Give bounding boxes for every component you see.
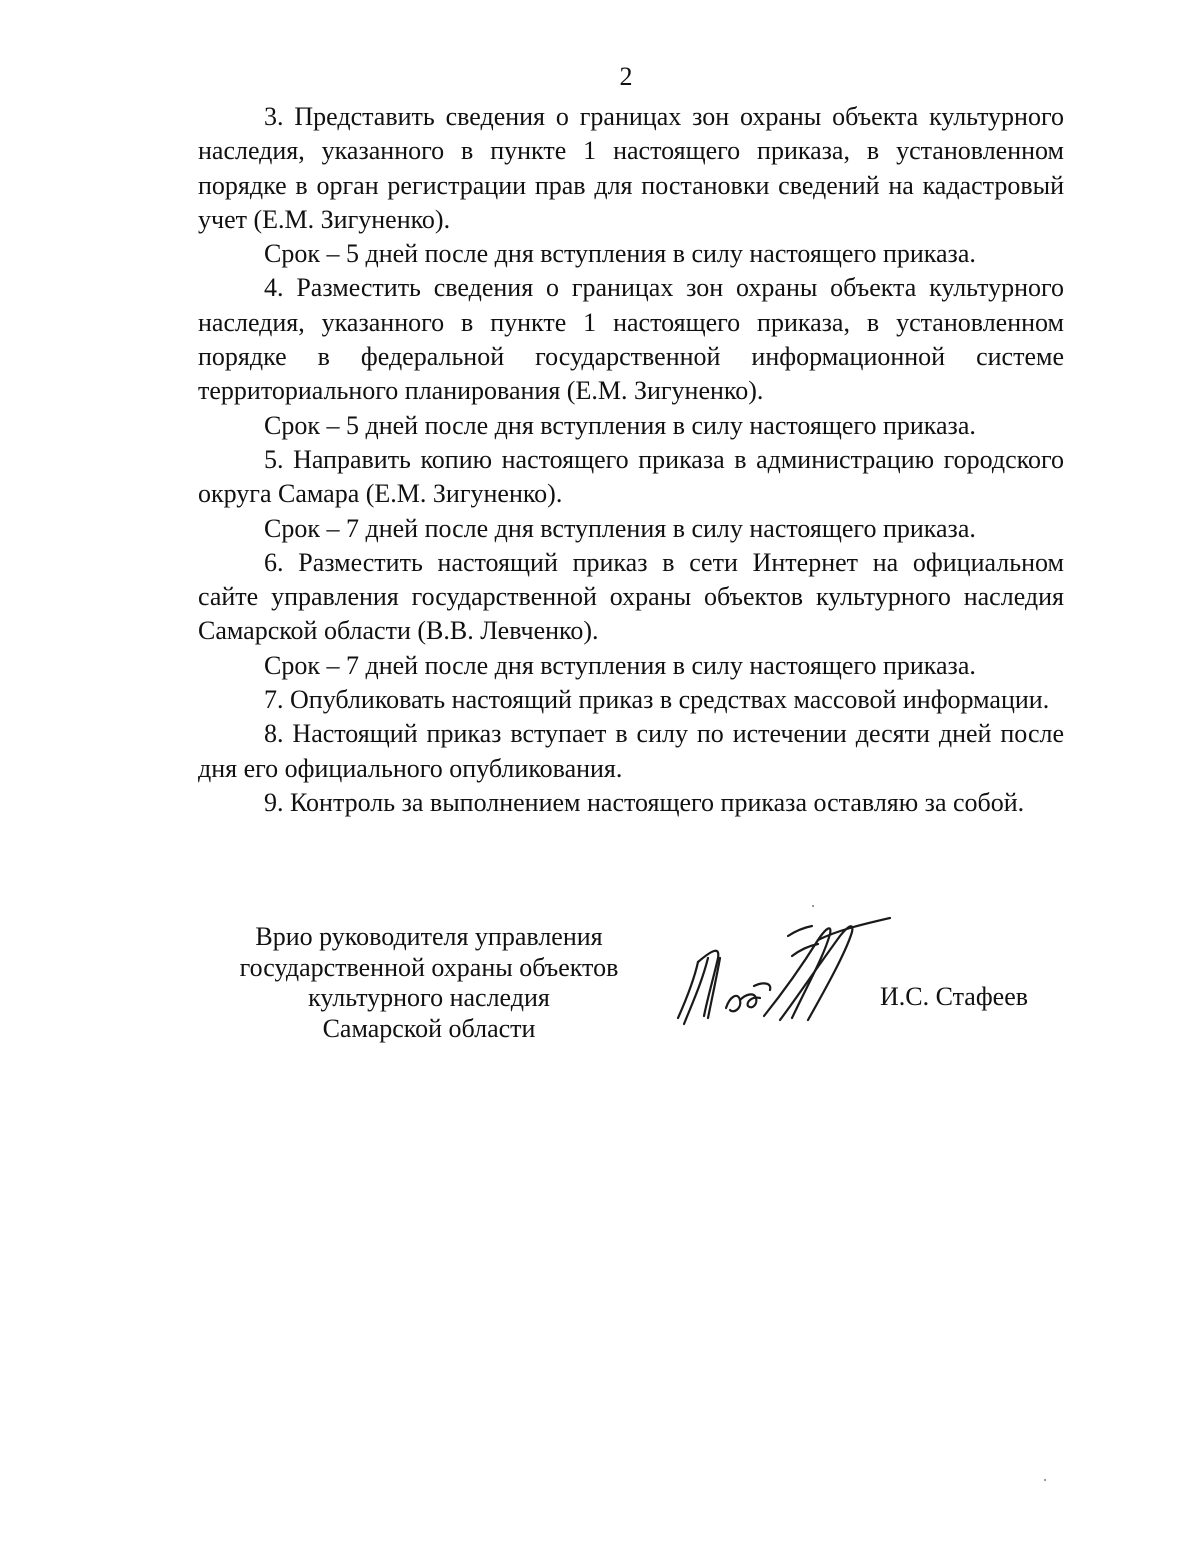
- order-body: [198, 100, 1064, 820]
- paragraph-item-5: 5. Направить копию настоящего приказа в администрацию городского округа Самара (Е.М. Зигуненко).: [198, 444, 1064, 509]
- deadline-item-4: Срок – 5 дней после дня вступления в силу настоящего приказа.: [264, 410, 976, 440]
- paragraph-item-8: 8. Настоящий приказ вступает в силу по истечении десяти дней после дня его официального опубликования.: [198, 719, 1064, 783]
- deadline-item-3: Срок – 5 дней после дня вступления в силу настоящего приказа.: [264, 239, 976, 269]
- position-line: Самарской области: [322, 1013, 536, 1043]
- signer-name: И.С. Стафеев: [880, 982, 1029, 1011]
- page-number: 2: [619, 62, 633, 91]
- position-line: Врио руководителя управления: [255, 922, 603, 951]
- paragraph-item-6: 6. Разместить настоящий приказ в сети Интернет на официальном сайте управления государственной охраны объектов культурного наследия Самарской области (В.В. Левченко).: [198, 547, 1064, 646]
- paragraph-item-9: 9. Контроль за выполнением настоящего приказа оставляю за собой.: [264, 787, 1025, 817]
- handwritten-signature-icon: [668, 900, 908, 1050]
- deadline-item-5: Срок – 7 дней после дня вступления в силу настоящего приказа.: [264, 513, 976, 543]
- scan-speck: [1044, 1479, 1046, 1481]
- scan-speck: [812, 905, 814, 907]
- paragraph-item-7: 7. Опубликовать настоящий приказ в средствах массовой информации.: [264, 685, 1050, 715]
- position-line: культурного наследия: [308, 983, 550, 1012]
- signatory-position: [228, 922, 630, 1044]
- paragraph-item-3: 3. Представить сведения о границах зон охраны объекта культурного наследия, указанного в пункте 1 настоящего приказа, в установленном порядке в орган регистрации прав для постановки сведений на кадастровый учет (Е.М. Зигуненко).: [198, 102, 1064, 234]
- paragraph-item-4: 4. Разместить сведения о границах зон охраны объекта культурного наследия, указанного в пункте 1 настоящего приказа, в установленном порядке в федеральной государственной информационной системе территориального планирования (Е.М. Зигуненко).: [198, 273, 1064, 406]
- deadline-item-6: Срок – 7 дней после дня вступления в силу настоящего приказа.: [264, 650, 976, 680]
- position-line: государственной охраны объектов: [239, 952, 619, 982]
